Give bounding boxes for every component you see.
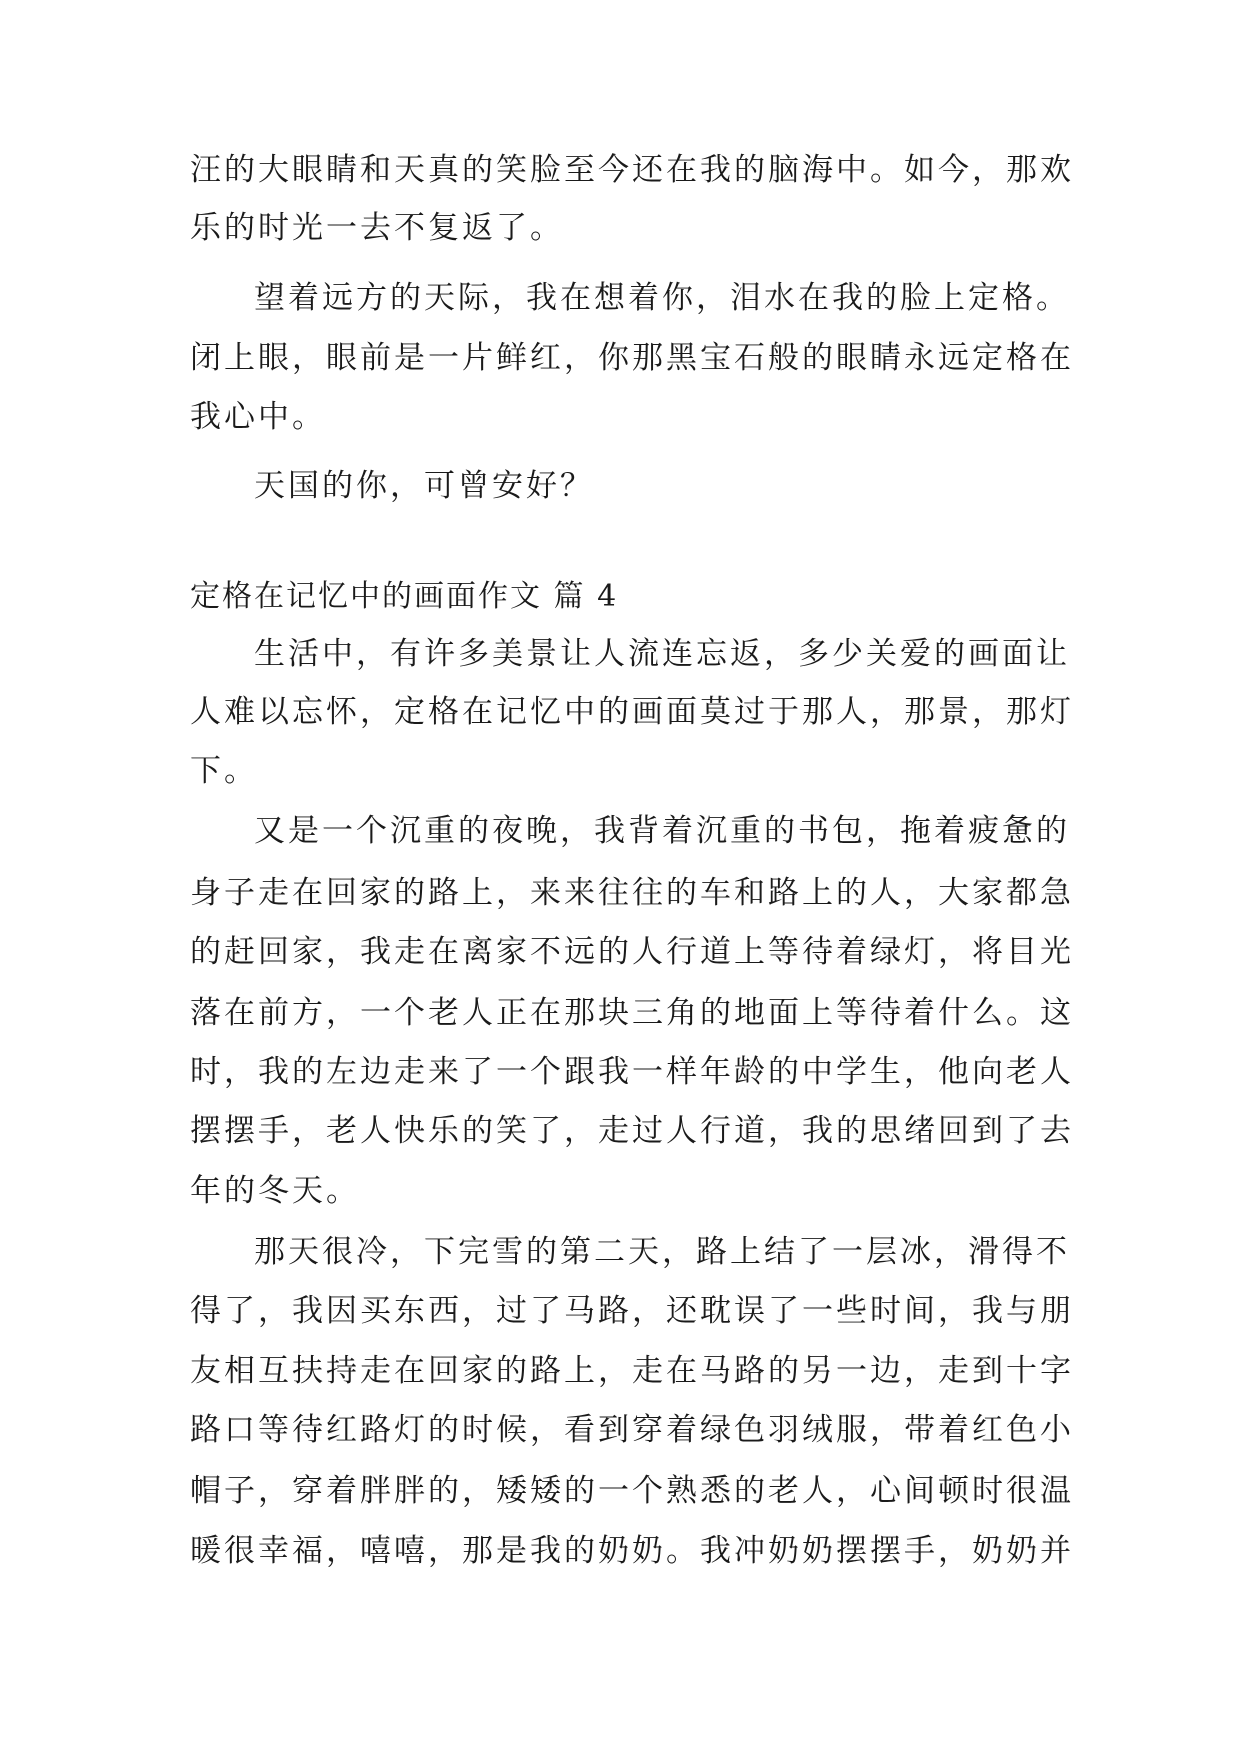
paragraph-line: 那天很冷，下完雪的第二天，路上结了一层冰，滑得不 [254,1234,1070,1270]
section-heading: 定格在记忆中的画面作文 篇 4 [190,579,619,614]
paragraph-line: 的赶回家，我走在离家不远的人行道上等待着绿灯，将目光 [190,934,1074,970]
paragraph-line: 生活中，有许多美景让人流连忘返，多少关爱的画面让 [254,636,1070,672]
paragraph-line: 我心中。 [190,399,326,435]
paragraph-line: 望着远方的天际，我在想着你，泪水在我的脸上定格。 [254,280,1070,316]
paragraph-line: 天国的你，可曾安好？ [254,468,594,504]
paragraph-line: 身子走在回家的路上，来来往往的车和路上的人，大家都急 [190,875,1074,911]
paragraph-line: 汪的大眼睛和天真的笑脸至今还在我的脑海中。如今，那欢 [190,152,1074,188]
paragraph-line: 闭上眼，眼前是一片鲜红，你那黑宝石般的眼睛永远定格在 [190,340,1074,376]
paragraph-line: 路口等待红路灯的时候，看到穿着绿色羽绒服，带着红色小 [190,1412,1074,1448]
paragraph-line: 乐的时光一去不复返了。 [190,210,564,246]
paragraph-line: 帽子，穿着胖胖的，矮矮的一个熟悉的老人，心间顿时很温 [190,1473,1074,1509]
paragraph-line: 年的冬天。 [190,1173,360,1209]
paragraph-line: 暖很幸福，嘻嘻，那是我的奶奶。我冲奶奶摆摆手，奶奶并 [190,1533,1074,1569]
paragraph-line: 摆摆手，老人快乐的笑了，走过人行道，我的思绪回到了去 [190,1113,1074,1149]
paragraph-line: 人难以忘怀，定格在记忆中的画面莫过于那人，那景，那灯 [190,694,1074,730]
paragraph-line: 下。 [190,753,258,789]
paragraph-line: 友相互扶持走在回家的路上，走在马路的另一边，走到十字 [190,1353,1074,1389]
paragraph-line: 得了，我因买东西，过了马路，还耽误了一些时间，我与朋 [190,1293,1074,1329]
paragraph-line: 落在前方，一个老人正在那块三角的地面上等待着什么。这 [190,995,1074,1031]
paragraph-line: 时，我的左边走来了一个跟我一样年龄的中学生，他向老人 [190,1054,1074,1090]
paragraph-line: 又是一个沉重的夜晚，我背着沉重的书包，拖着疲惫的 [254,813,1070,849]
